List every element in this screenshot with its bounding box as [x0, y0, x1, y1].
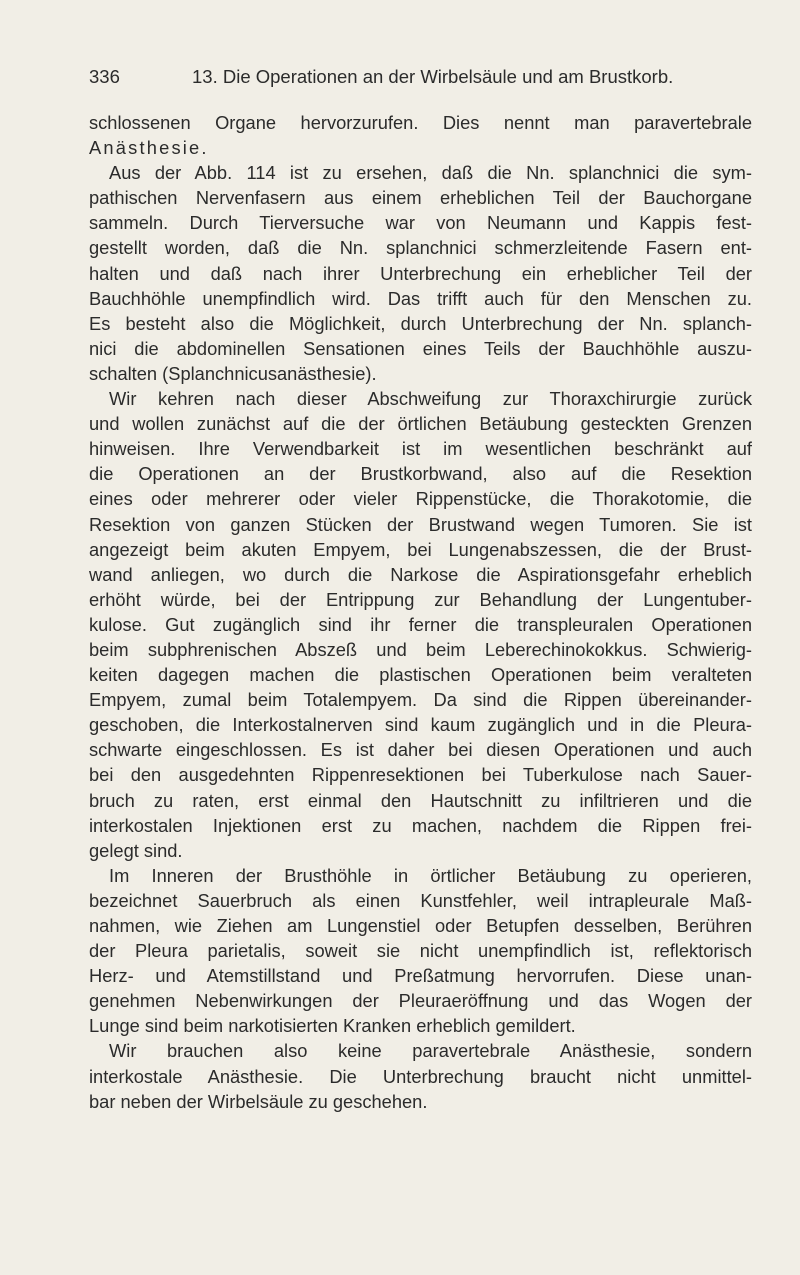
- text-line: beim subphrenischen Abszeß und beim Leberechinokokkus. Schwierig-: [89, 638, 752, 660]
- text-line: Empyem, zumal beim Totalempyem. Da sind die Rippen übereinander-: [89, 689, 752, 711]
- text-line: gestellt worden, daß die Nn. splanchnici schmerzleitende Fasern ent-: [89, 237, 752, 259]
- text-line: Lunge sind beim narkotisierten Kranken erheblich gemildert.: [89, 1015, 576, 1037]
- text-line: eines oder mehrerer oder vieler Rippenstücke, die Thorakotomie, die: [89, 488, 752, 510]
- text-line: genehmen Nebenwirkungen der Pleuraeröffnung und das Wogen der: [89, 990, 752, 1012]
- page-header: [89, 62, 749, 92]
- text-line: Bauchhöhle unempfindlich wird. Das trifft auch für den Menschen zu.: [89, 287, 752, 309]
- running-head: 13. Die Operationen an der Wirbelsäule und am Brustkorb.: [192, 66, 674, 87]
- text-line: Es besteht also die Möglichkeit, durch Unterbrechung der Nn. splanch-: [89, 312, 752, 334]
- text-line: schwarte eingeschlossen. Es ist daher bei diesen Operationen und auch: [89, 739, 752, 761]
- text-line: bar neben der Wirbelsäule zu geschehen.: [89, 1090, 428, 1112]
- text-line: die Operationen an der Brustkorbwand, also auf die Resektion: [89, 463, 752, 485]
- text-line: schlossenen Organe hervorzurufen. Dies nennt man paravertebrale: [89, 112, 752, 133]
- text-line: kulose. Gut zugänglich sind ihr ferner die transpleuralen Operationen: [89, 613, 752, 635]
- text-line: Aus der Abb. 114 ist zu ersehen, daß die Nn. splanchnici die sym-: [109, 162, 752, 184]
- text-line: hinweisen. Ihre Verwendbarkeit ist im wesentlichen beschränkt auf: [89, 438, 752, 460]
- text-line: gelegt sind.: [89, 839, 183, 861]
- text-line: bei den ausgedehnten Rippenresektionen bei Tuberkulose nach Sauer-: [89, 764, 752, 786]
- text-line: angezeigt beim akuten Empyem, bei Lungenabszessen, die der Brust-: [89, 538, 752, 560]
- page-number: 336: [89, 66, 120, 87]
- text-line: Im Inneren der Brusthöhle in örtlicher Betäubung zu operieren,: [109, 864, 752, 886]
- text-line: interkostalen Injektionen erst zu machen, nachdem die Rippen frei-: [89, 814, 752, 836]
- text-line: bruch zu raten, erst einmal den Hautschnitt zu infiltrieren und die: [89, 789, 752, 811]
- text-line: Anästhesie.: [89, 137, 209, 159]
- text-line: geschoben, die Interkostalnerven sind kaum zugänglich und in die Pleura-: [89, 714, 752, 736]
- text-line: halten und daß nach ihrer Unterbrechung ein erheblicher Teil der: [89, 262, 752, 284]
- text-line: Herz- und Atemstillstand und Preßatmung hervorrufen. Diese unan-: [89, 965, 752, 987]
- text-line: Wir kehren nach dieser Abschweifung zur Thoraxchirurgie zurück: [109, 388, 752, 410]
- text-line: nici die abdominellen Sensationen eines Teils der Bauchhöhle auszu-: [89, 337, 752, 359]
- text-line: interkostale Anästhesie. Die Unterbrechung braucht nicht unmittel-: [89, 1065, 752, 1087]
- text-line: pathischen Nervenfasern aus einem erheblichen Teil der Bauchorgane: [89, 187, 752, 209]
- text-line: schalten (Splanchnicusanästhesie).: [89, 362, 377, 384]
- text-line: sammeln. Durch Tierversuche war von Neumann und Kappis fest-: [89, 212, 752, 234]
- body-text: [89, 110, 752, 1114]
- text-line: keiten dagegen machen die plastischen Operationen beim veralteten: [89, 664, 752, 686]
- text-line: bezeichnet Sauerbruch als einen Kunstfehler, weil intrapleurale Maß-: [89, 889, 752, 911]
- text-line: wand anliegen, wo durch die Narkose die Aspirationsgefahr erheblich: [89, 563, 752, 585]
- text-line: Wir brauchen also keine paravertebrale Anästhesie, sondern: [109, 1040, 752, 1062]
- text-line: Resektion von ganzen Stücken der Brustwand wegen Tumoren. Sie ist: [89, 513, 752, 535]
- text-line: erhöht würde, bei der Entrippung zur Behandlung der Lungentuber-: [89, 588, 752, 610]
- text-line: der Pleura parietalis, soweit sie nicht unempfindlich ist, reflektorisch: [89, 940, 752, 962]
- text-line: und wollen zunächst auf die der örtlichen Betäubung gesteckten Grenzen: [89, 413, 752, 435]
- text-line: nahmen, wie Ziehen am Lungenstiel oder Betupfen desselben, Berühren: [89, 915, 752, 936]
